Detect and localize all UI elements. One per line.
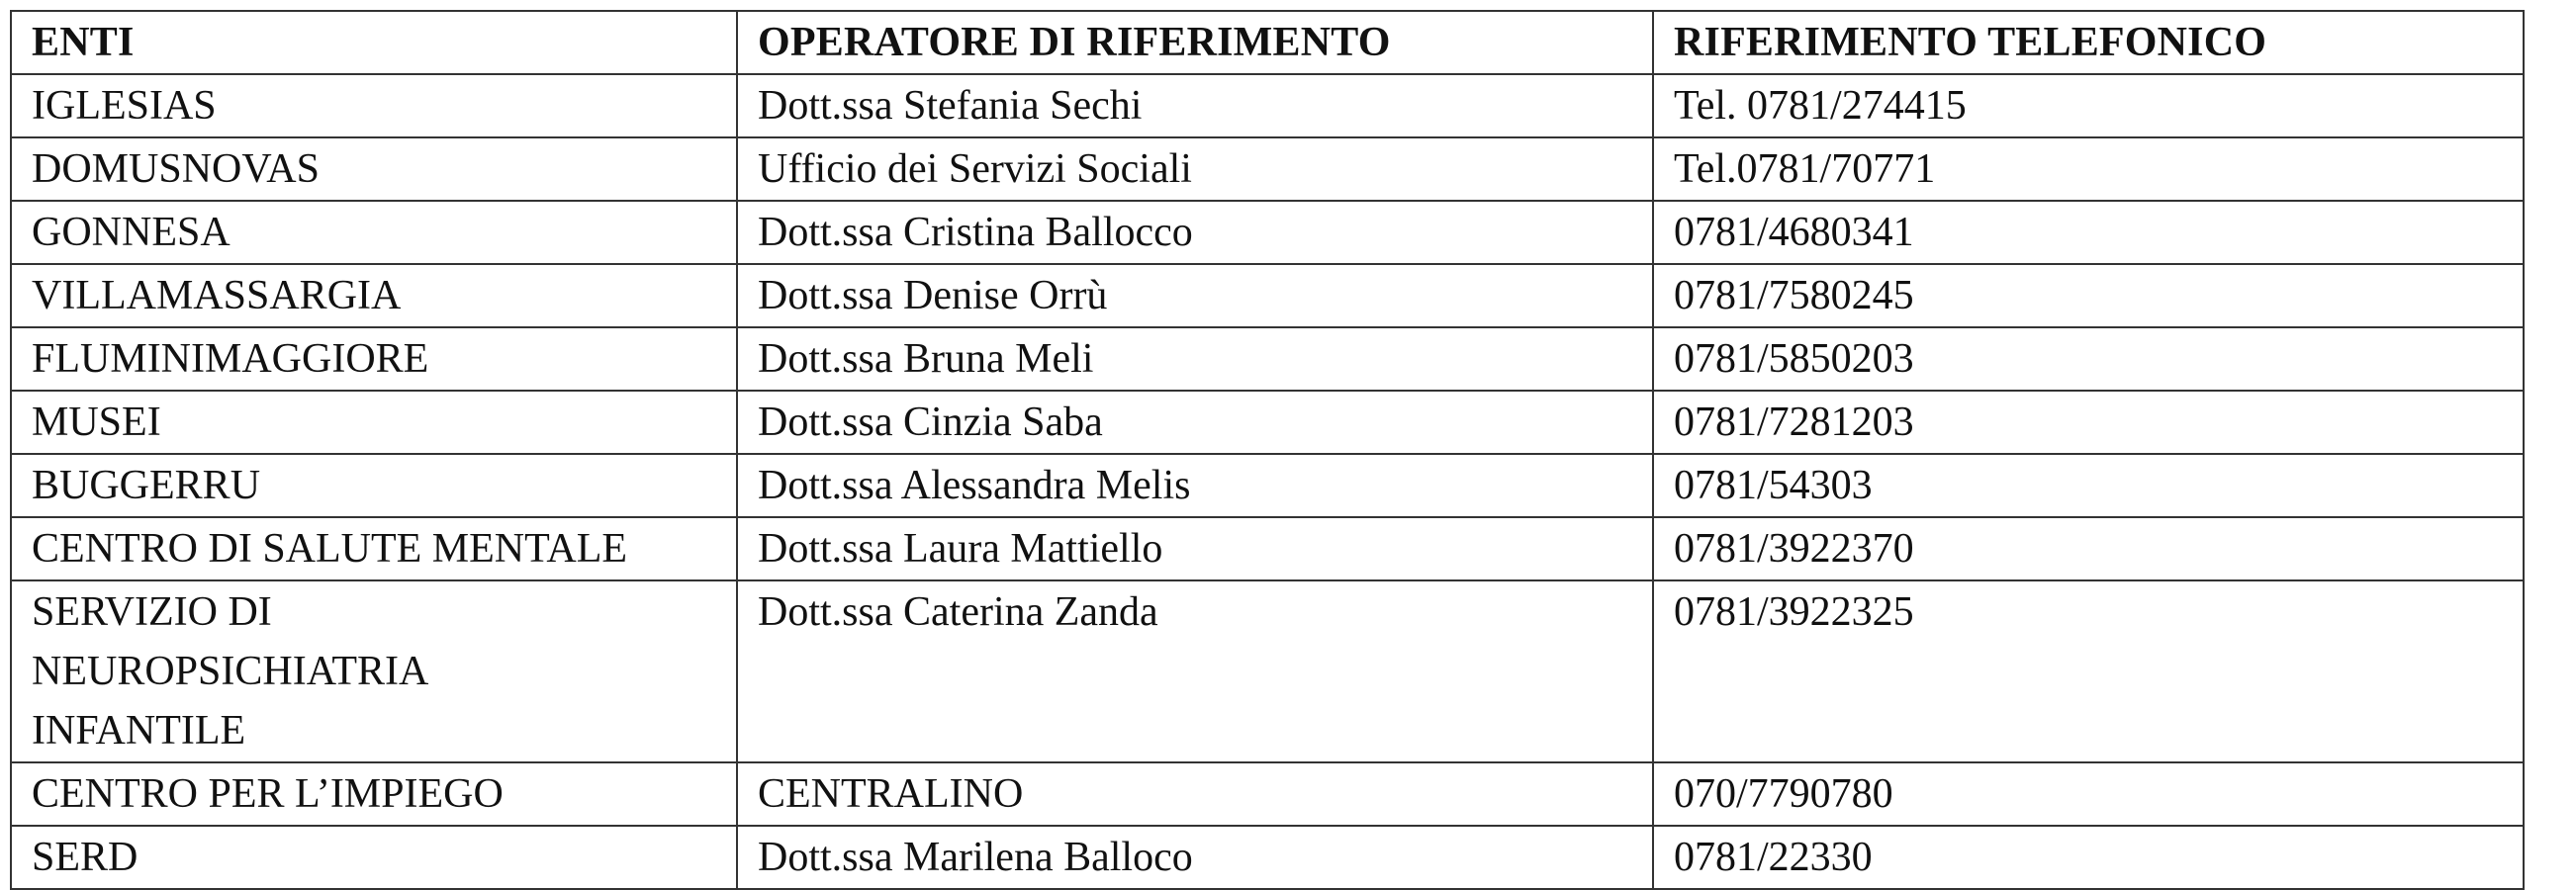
operatore-cell: Dott.ssa Alessandra Melis [737,454,1653,517]
telefono-cell: 0781/3922370 [1653,517,2524,580]
telefono-cell: 0781/5850203 [1653,327,2524,391]
header-operatore: OPERATORE DI RIFERIMENTO [737,11,1653,74]
table-body [11,74,2524,889]
telefono-cell: 0781/7580245 [1653,264,2524,327]
ente-cell: DOMUSNOVAS [11,137,737,201]
telefono-cell: 0781/22330 [1653,826,2524,889]
ente-line: INFANTILE [32,708,246,754]
table-row [11,74,2524,137]
operatore-cell: Dott.ssa Stefania Sechi [737,74,1653,137]
telefono-cell: Tel.0781/70771 [1653,137,2524,201]
telefono-cell: 0781/4680341 [1653,201,2524,264]
operatore-cell: Dott.ssa Denise Orrù [737,264,1653,327]
ente-line: SERVIZIO DI [32,589,272,635]
ente-cell: MUSEI [11,391,737,454]
ente-cell: CENTRO DI SALUTE MENTALE [11,517,737,580]
telefono-cell: 0781/54303 [1653,454,2524,517]
table-header [11,11,2524,74]
ente-cell: VILLAMASSARGIA [11,264,737,327]
operatore-cell: Dott.ssa Laura Mattiello [737,517,1653,580]
table-row [11,327,2524,391]
telefono-cell: Tel. 0781/274415 [1653,74,2524,137]
table-row [11,201,2524,264]
telefono-cell: 0781/7281203 [1653,391,2524,454]
table-row [11,762,2524,826]
operatore-cell: CENTRALINO [737,762,1653,826]
ente-cell: BUGGERRU [11,454,737,517]
header-riferimento-telefonico: RIFERIMENTO TELEFONICO [1653,11,2524,74]
ente-cell: FLUMINIMAGGIORE [11,327,737,391]
ente-cell: GONNESA [11,201,737,264]
ente-cell [11,580,737,762]
header-enti: ENTI [11,11,737,74]
telefono-cell: 070/7790780 [1653,762,2524,826]
contacts-table [10,10,2525,890]
ente-line: NEUROPSICHIATRIA [32,649,429,694]
table-row [11,517,2524,580]
ente-cell: CENTRO PER L’IMPIEGO [11,762,737,826]
table-row [11,264,2524,327]
ente-cell: SERD [11,826,737,889]
operatore-cell: Ufficio dei Servizi Sociali [737,137,1653,201]
table-row [11,580,2524,762]
table-row [11,454,2524,517]
telefono-cell: 0781/3922325 [1653,580,2524,762]
table-row [11,826,2524,889]
operatore-cell: Dott.ssa Caterina Zanda [737,580,1653,762]
ente-cell: IGLESIAS [11,74,737,137]
operatore-cell: Dott.ssa Bruna Meli [737,327,1653,391]
table-row [11,391,2524,454]
operatore-cell: Dott.ssa Cinzia Saba [737,391,1653,454]
operatore-cell: Dott.ssa Marilena Balloco [737,826,1653,889]
operatore-cell: Dott.ssa Cristina Ballocco [737,201,1653,264]
header-row [11,11,2524,74]
table-row [11,137,2524,201]
